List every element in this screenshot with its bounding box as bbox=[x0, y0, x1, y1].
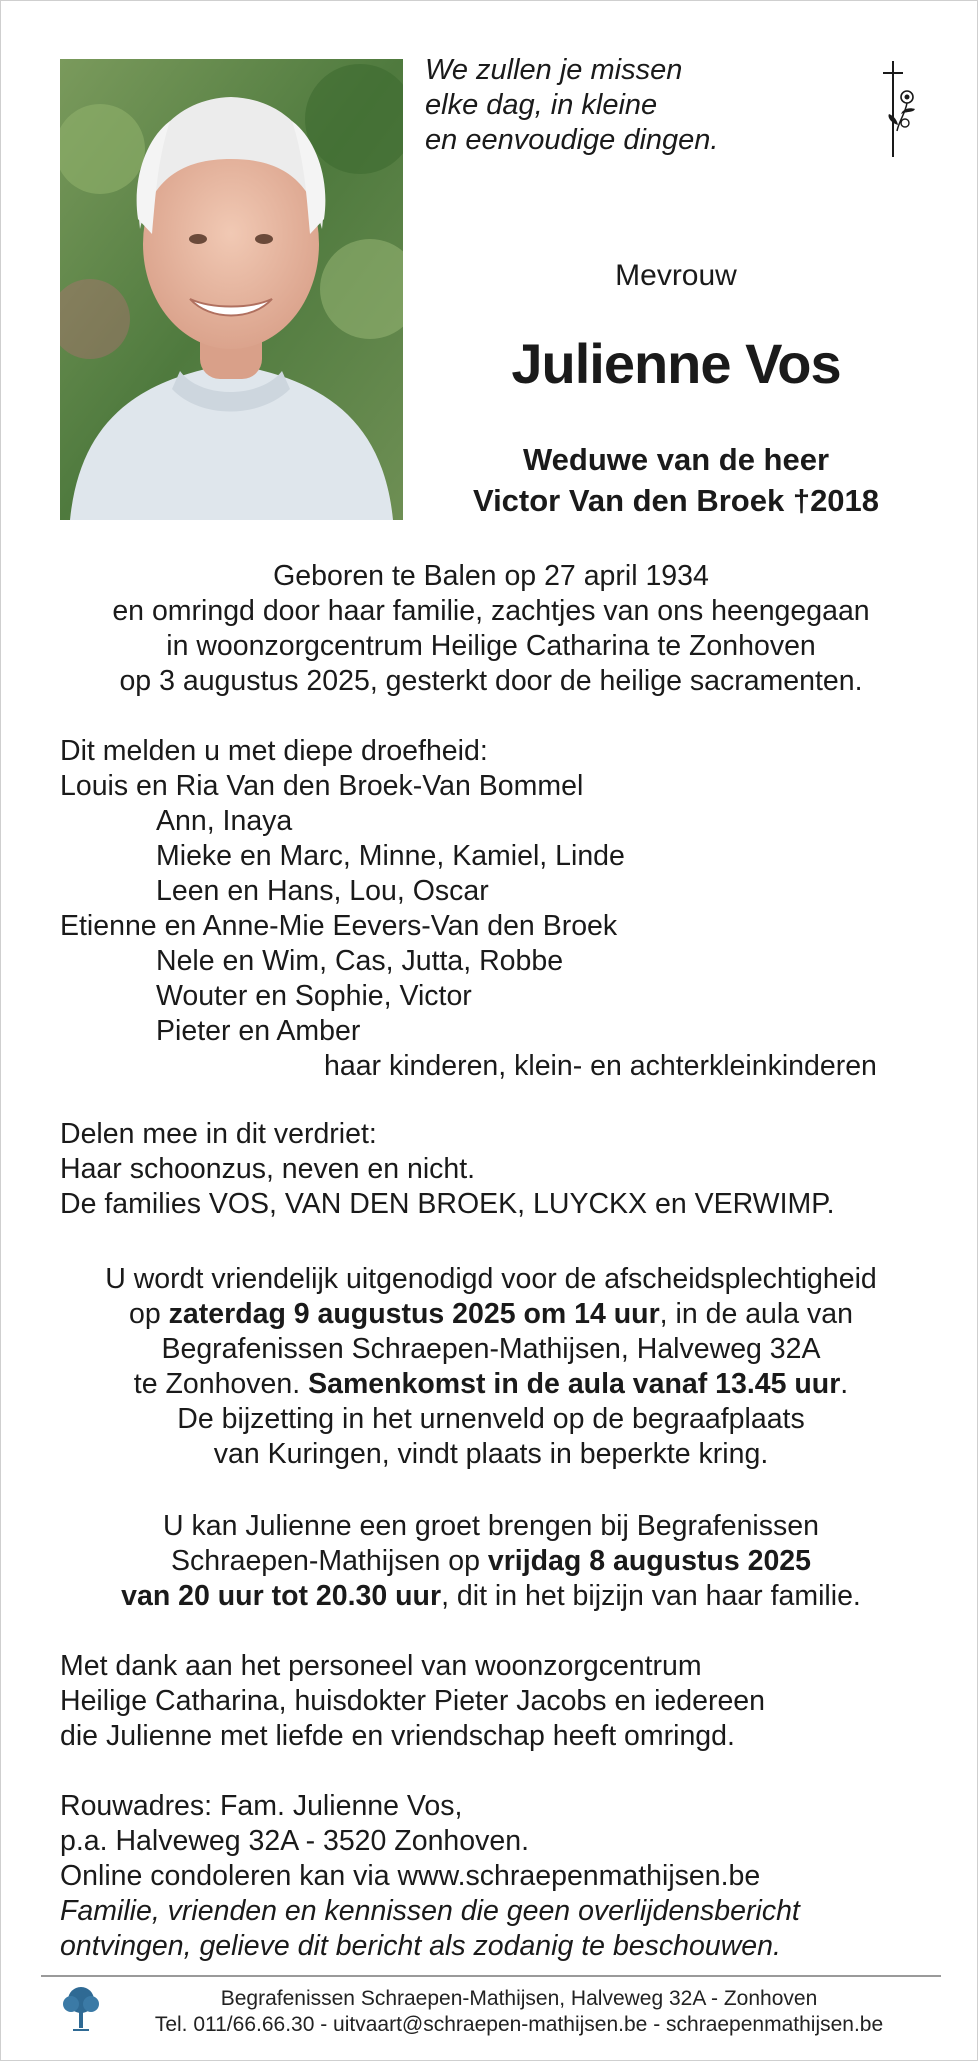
visit-time: van 20 uur tot 20.30 uur bbox=[121, 1580, 442, 1612]
portrait-illustration bbox=[60, 59, 403, 520]
family-grandchild: Wouter en Sophie, Victor bbox=[156, 980, 472, 1012]
ceremony-date: zaterdag 9 augustus 2025 om 14 uur bbox=[168, 1298, 660, 1330]
visit-text: , dit in het bijzijn van haar familie. bbox=[441, 1580, 861, 1612]
portrait-photo bbox=[60, 59, 403, 520]
family-list bbox=[60, 734, 940, 1084]
ceremony-text: . bbox=[840, 1368, 849, 1400]
ceremony-text: , in de aula van bbox=[659, 1298, 853, 1330]
birth-death-announcement bbox=[41, 559, 941, 699]
address-line: Rouwadres: Fam. Julienne Vos, bbox=[60, 1790, 463, 1822]
widow-of bbox=[411, 439, 941, 521]
visit-line bbox=[41, 1544, 941, 1579]
thanks-line: die Julienne met liefde en vriendschap heeft omringd. bbox=[60, 1720, 735, 1752]
family-grandchild: Nele en Wim, Cas, Jutta, Robbe bbox=[156, 945, 564, 977]
poem-line: elke dag, in kleine bbox=[425, 89, 658, 121]
announcement-line: en omringd door haar familie, zachtjes van ons heengegaan bbox=[112, 595, 870, 627]
ceremony-line: van Kuringen, vindt plaats in beperkte kring. bbox=[213, 1438, 769, 1470]
ceremony-line bbox=[41, 1367, 941, 1402]
deceased-name: Julienne Vos bbox=[511, 332, 841, 395]
footer-divider bbox=[41, 1975, 941, 1977]
notice-line: ontvingen, gelieve dit bericht als zodanig te beschouwen. bbox=[60, 1930, 781, 1962]
share-grief bbox=[60, 1117, 940, 1222]
ceremony-line: U wordt vriendelijk uitgenodigd voor de afscheidsplechtigheid bbox=[105, 1263, 877, 1295]
family-grandchild: Pieter en Amber bbox=[156, 1015, 361, 1047]
footer-line: Begrafenissen Schraepen-Mathijsen, Halveweg 32A - Zonhoven bbox=[220, 1987, 818, 2010]
visit-date: vrijdag 8 augustus 2025 bbox=[487, 1545, 811, 1577]
announcement-line: op 3 augustus 2025, gesterkt door de heilige sacramenten. bbox=[119, 665, 863, 697]
family-grandchild: Mieke en Marc, Minne, Kamiel, Linde bbox=[156, 840, 625, 872]
mourning-address bbox=[60, 1789, 940, 1964]
share-line: Haar schoonzus, neven en nicht. bbox=[60, 1153, 476, 1185]
poem bbox=[425, 53, 785, 158]
funeral-home-footer bbox=[109, 1986, 929, 2038]
thanks-line: Heilige Catharina, huisdokter Pieter Jacobs en iedereen bbox=[60, 1685, 765, 1717]
ceremony-gathering: Samenkomst in de aula vanaf 13.45 uur bbox=[308, 1368, 841, 1400]
ceremony-text: te Zonhoven. bbox=[133, 1368, 309, 1400]
ceremony-text: op bbox=[129, 1298, 169, 1330]
footer-line: Tel. 011/66.66.30 - uitvaart@schraepen-mathijsen.be - schraepenmathijsen.be bbox=[154, 2013, 884, 2036]
ceremony-invitation bbox=[41, 1262, 941, 1472]
condolence-line: Online condoleren kan via www.schraepenmathijsen.be bbox=[60, 1860, 761, 1892]
announcement-line: Geboren te Balen op 27 april 1934 bbox=[273, 560, 709, 592]
ceremony-line: De bijzetting in het urnenveld op de begraafplaats bbox=[177, 1403, 805, 1435]
family-grandchild: Leen en Hans, Lou, Oscar bbox=[156, 875, 489, 907]
visit-line: U kan Julienne een groet brengen bij Begrafenissen bbox=[163, 1510, 819, 1542]
family-child: Louis en Ria Van den Broek-Van Bommel bbox=[60, 770, 584, 802]
visitation-info bbox=[41, 1509, 941, 1614]
share-line: De families VOS, VAN DEN BROEK, LUYCKX en VERWIMP. bbox=[60, 1188, 835, 1220]
family-grandchild: Ann, Inaya bbox=[156, 805, 293, 837]
share-line: Delen mee in dit verdriet: bbox=[60, 1118, 377, 1150]
notice-line: Familie, vrienden en kennissen die geen overlijdensbericht bbox=[60, 1895, 800, 1927]
poem-line: We zullen je missen bbox=[425, 54, 683, 86]
address-line: p.a. Halveweg 32A - 3520 Zonhoven. bbox=[60, 1825, 529, 1857]
ceremony-line: Begrafenissen Schraepen-Mathijsen, Halveweg 32A bbox=[161, 1333, 821, 1365]
thanks bbox=[60, 1649, 940, 1754]
announcement-line: in woonzorgcentrum Heilige Catharina te Zonhoven bbox=[166, 630, 816, 662]
visit-line bbox=[41, 1579, 941, 1614]
widow-line: Victor Van den Broek †2018 bbox=[472, 483, 880, 518]
family-intro: Dit melden u met diepe droefheid: bbox=[60, 735, 488, 767]
widow-line: Weduwe van de heer bbox=[522, 442, 830, 477]
poem-line: en eenvoudige dingen. bbox=[425, 124, 719, 156]
family-closing: haar kinderen, klein- en achterkleinkinderen bbox=[324, 1050, 877, 1082]
visit-text: Schraepen-Mathijsen op bbox=[171, 1545, 488, 1577]
family-child: Etienne en Anne-Mie Eevers-Van den Broek bbox=[60, 910, 618, 942]
thanks-line: Met dank aan het personeel van woonzorgcentrum bbox=[60, 1650, 702, 1682]
cross-with-rose-icon bbox=[877, 59, 921, 159]
salutation: Mevrouw bbox=[615, 259, 737, 292]
tree-logo-icon bbox=[59, 1984, 103, 2032]
ceremony-line bbox=[41, 1297, 941, 1332]
